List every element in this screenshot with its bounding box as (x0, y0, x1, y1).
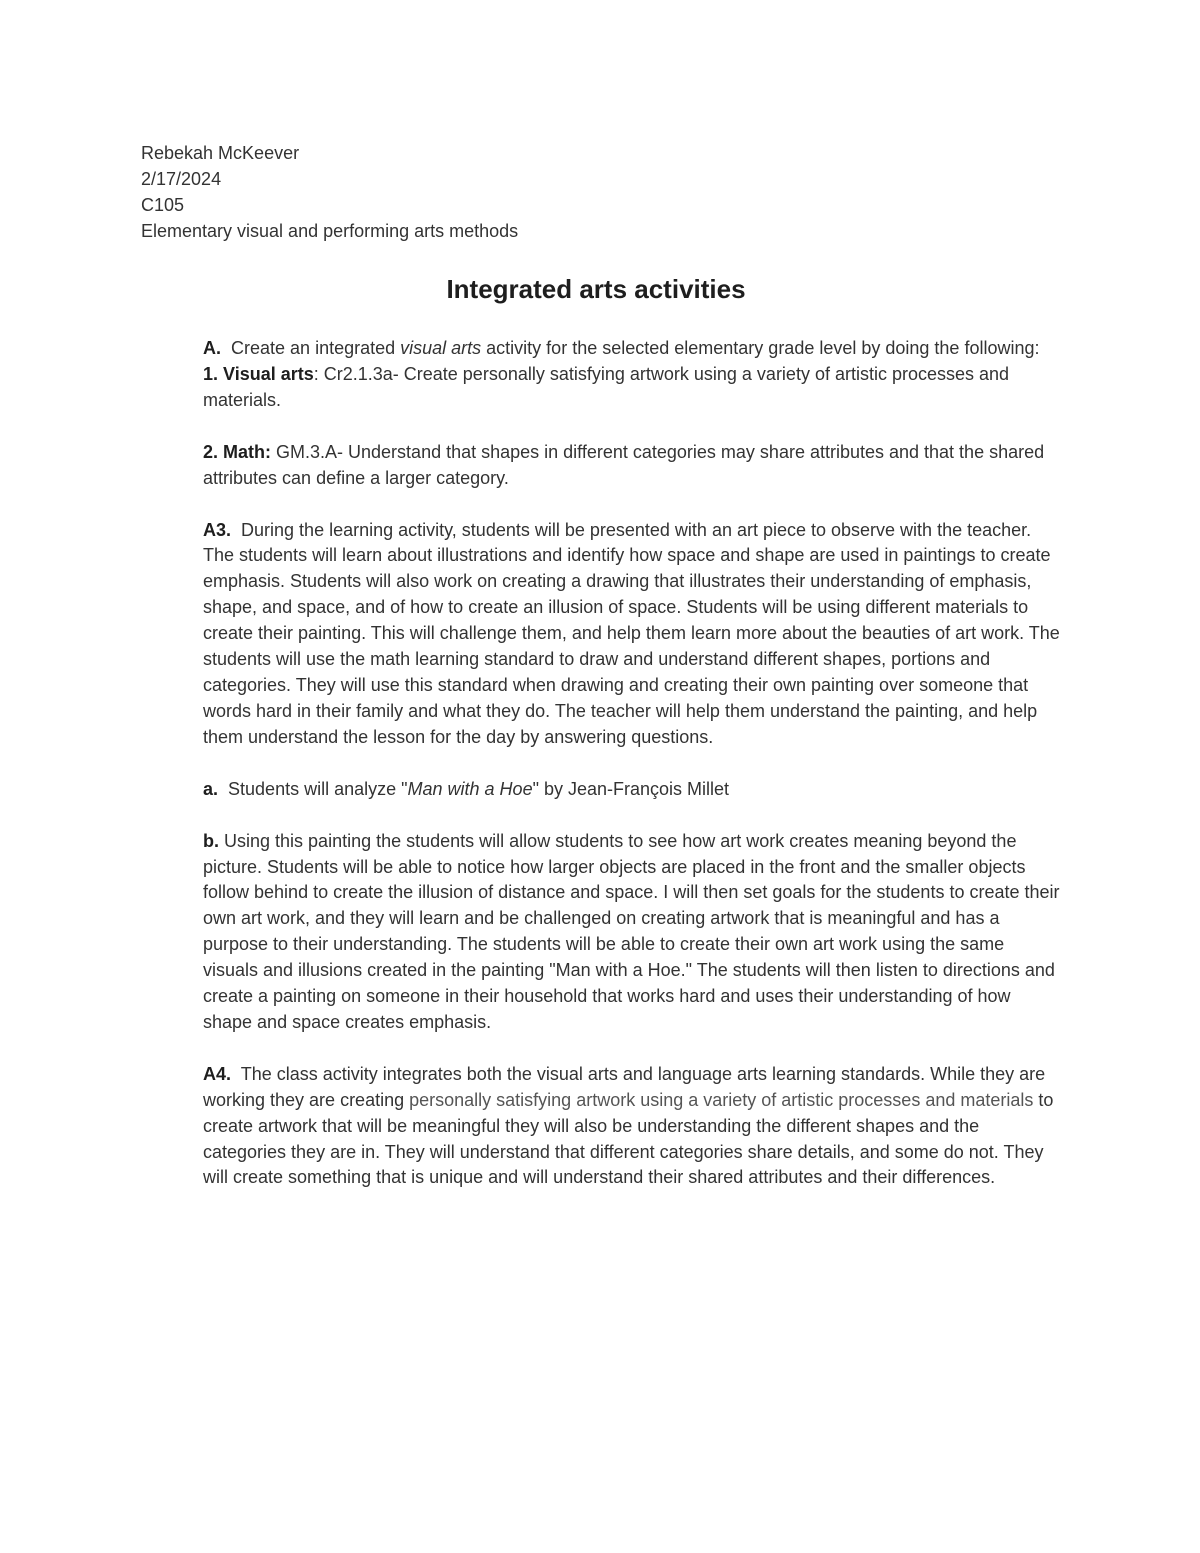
paragraph-spacer (203, 1036, 1063, 1062)
section-a3-paragraph (203, 518, 1063, 751)
course-title: Elementary visual and performing arts methods (141, 221, 519, 241)
paragraph-spacer (203, 803, 1063, 829)
document-date: 2/17/2024 (141, 169, 222, 189)
section-a-label: A. (203, 338, 221, 358)
section-a4-text-after: to create artwork that will be meaningful they will also be understanding the different shapes and the categories they are in. They will understand that different categories share details, and some do not. They will create something that is unique and will understand their shared attributes and their differences. (203, 1089, 1054, 1188)
item-b-label: b. (203, 830, 219, 851)
course-code: C105 (141, 195, 185, 215)
section-a-paragraph (203, 336, 1063, 362)
section-a-text-after: activity for the selected elementary grade level by doing the following: (481, 338, 1040, 358)
section-a3-text: During the learning activity, students will be presented with an art piece to observe with the teacher. The students will learn about illustrations and identify how space and shape are used in paintings to create emphasis. Students will also work on creating a drawing that illustrates their understanding of emphasis, shape, and space, and of how to create an illusion of space. Students will be using different materials to create their painting. This will challenge them, and help them learn more about the beauties of art work. The students will use the math learning standard to draw and understand different shapes, portions and categories. They will use this standard when drawing and creating their own painting over someone that words hard in their family and what they do. The teacher will help them understand the painting, and help them understand the lesson for the day by answering questions. (203, 519, 1060, 747)
document-header (141, 140, 518, 244)
standard-2-text: GM.3.A- Understand that shapes in different categories may share attributes and that the shared attributes can define a larger category. (203, 441, 1045, 488)
section-a4-text-before: The class activity integrates both the visual arts and language arts learning standards. While they are working they are creating (203, 1063, 1046, 1110)
item-a-text-after: " by Jean-François Millet (532, 778, 730, 799)
item-b-text: Using this painting the students will allow students to see how art work creates meaning beyond the picture. Students will be able to notice how larger objects are placed in the front and the smaller objects follow behind to create the illusion of distance and space. I will then set goals for the students to create their own art work, and they will learn and be challenged on creating artwork that is meaningful and has a purpose to their understanding. The students will be able to create their own art work using the same visuals and illusions created in the painting "Man with a Hoe." The students will then listen to directions and create a painting on someone in their household that works hard and uses their understanding of how shape and space creates emphasis. (203, 830, 1060, 1032)
item-a-label: a. (203, 778, 219, 799)
standard-2-label: 2. Math: (203, 441, 272, 462)
document-body (203, 336, 1063, 1191)
item-a-text-before: Students will analyze " (228, 778, 408, 799)
paragraph-spacer (203, 751, 1063, 777)
section-a3-label: A3. (203, 519, 232, 540)
section-a4-text-quoted: personally satisfying artwork using a variety of artistic processes and materials (409, 1089, 1034, 1110)
author-name: Rebekah McKeever (141, 143, 300, 163)
item-b-paragraph (203, 829, 1063, 1036)
document-title: Integrated arts activities (446, 274, 746, 304)
section-a-text-before: Create an integrated (231, 338, 401, 358)
standard-1-text: : Cr2.1.3a- Create personally satisfying artwork using a variety of artistic processes and materials. (203, 363, 1010, 410)
item-a-paragraph (203, 777, 1063, 803)
paragraph-spacer (203, 414, 1063, 440)
item-a-text-italic: Man with a Hoe (407, 778, 533, 799)
standard-1-paragraph (203, 362, 1063, 414)
section-a4-paragraph (203, 1062, 1063, 1192)
standard-1-label: 1. Visual arts (203, 363, 314, 384)
standard-2-paragraph (203, 440, 1063, 492)
paragraph-spacer (203, 492, 1063, 518)
section-a-text-italic: visual arts (400, 338, 482, 358)
section-a4-label: A4. (203, 1063, 232, 1084)
